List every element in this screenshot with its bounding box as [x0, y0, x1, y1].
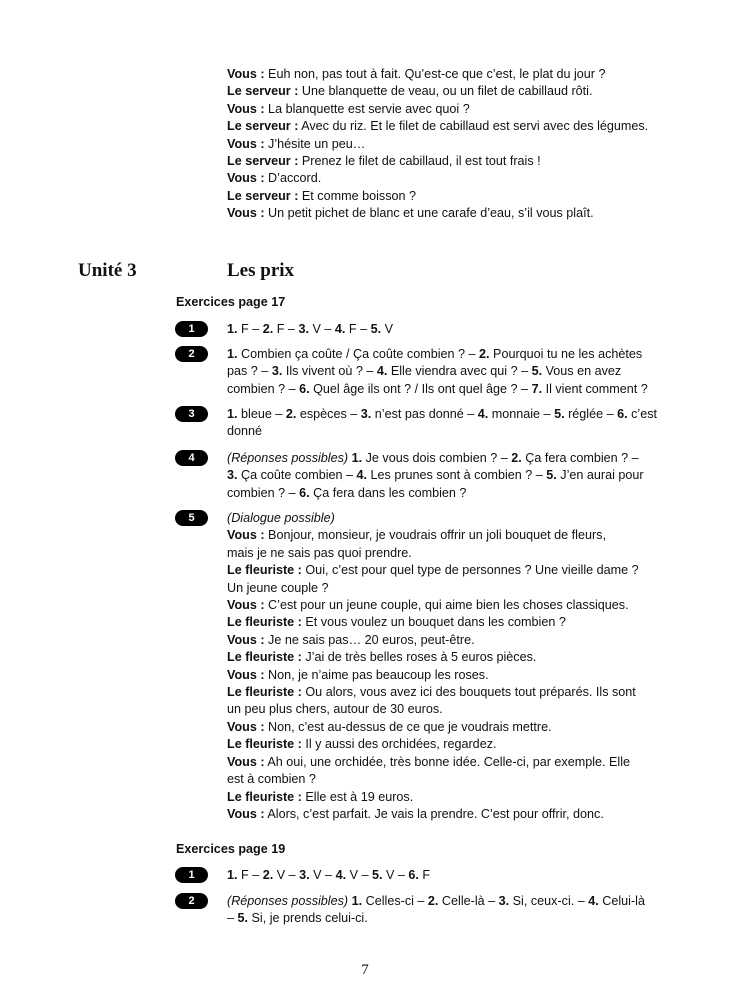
text-segment: F –	[237, 322, 263, 336]
exercise-answer	[227, 406, 657, 441]
text-line	[227, 83, 648, 100]
text-line	[227, 321, 393, 338]
bold-text: 4.	[477, 407, 489, 421]
text-segment: espèces –	[296, 407, 361, 421]
bold-text: Vous :	[227, 754, 265, 769]
exercise-number-badge: 3	[175, 406, 208, 422]
bold-text: Le serveur :	[227, 188, 299, 203]
text-segment: combien ? –	[227, 381, 300, 396]
bold-text: 1.	[351, 451, 363, 465]
text-segment: V	[381, 322, 393, 336]
bold-text: Vous :	[227, 171, 265, 186]
bold-text: 2.	[479, 347, 490, 361]
text-segment: Un petit pichet de blanc et une carafe d’eau, s’il vous plaît.	[264, 206, 594, 221]
bold-text: 3.	[298, 322, 309, 336]
text-segment: Pourquoi tu ne les achètes	[489, 347, 643, 361]
text-line	[227, 450, 644, 467]
exercise-number-badge: 1	[175, 867, 208, 883]
italic-text: (Réponses possibles)	[227, 894, 349, 908]
exercise-answer	[227, 321, 393, 338]
text-segment: Quel âge ils ont ? / Ils ont quel âge ? –	[309, 381, 532, 396]
exercise-answer	[227, 893, 645, 928]
text-segment: V –	[308, 322, 335, 336]
bold-text: 4.	[376, 364, 388, 379]
text-line	[227, 467, 644, 484]
text-line	[227, 910, 645, 927]
text-segment: Elle est à 19 euros.	[301, 789, 414, 804]
text-segment: un peu plus chers, autour de 30 euros.	[227, 702, 443, 717]
bold-text: 6.	[408, 868, 419, 882]
bold-text: 6.	[299, 485, 310, 500]
italic-text: (Dialogue possible)	[227, 511, 335, 525]
text-line	[227, 736, 639, 753]
text-segment: Celle-là –	[438, 894, 499, 908]
bold-text: Le fleuriste :	[227, 789, 302, 804]
text-line	[227, 205, 648, 222]
text-segment: Je ne sais pas… 20 euros, peut-être.	[264, 632, 475, 647]
text-line	[227, 170, 648, 187]
text-line	[227, 597, 639, 614]
text-line	[227, 867, 430, 884]
bold-text: Le serveur :	[227, 84, 299, 99]
italic-text: (Réponses possibles)	[227, 451, 349, 465]
exercise-number-badge: 5	[175, 510, 208, 526]
text-segment: C’est pour un jeune couple, qui aime bien les choses classiques.	[264, 598, 629, 613]
bold-text: Vous :	[227, 719, 265, 734]
bold-text: 3.	[227, 468, 238, 483]
text-line	[227, 66, 648, 83]
bold-text: 4.	[335, 868, 347, 882]
bold-text: Vous :	[227, 632, 265, 647]
text-segment: Bonjour, monsieur, je voudrais offrir un joli bouquet de fleurs,	[264, 528, 606, 543]
text-segment: Ça fera combien ? –	[521, 451, 639, 465]
bold-text: 6.	[617, 407, 628, 421]
text-segment: Il vient comment ?	[542, 381, 648, 396]
text-segment: Il y aussi des orchidées, regardez.	[301, 737, 497, 752]
text-segment: n’est pas donné –	[371, 407, 478, 421]
text-segment: Ça fera dans les combien ?	[309, 485, 467, 500]
text-line	[227, 101, 648, 118]
text-line	[227, 545, 639, 562]
bold-text: 7.	[531, 381, 543, 396]
text-segment: Je vous dois combien ? –	[362, 451, 512, 465]
text-line	[227, 423, 657, 440]
text-line	[227, 649, 639, 666]
text-line	[227, 485, 644, 502]
bold-text: 1.	[227, 322, 238, 336]
bold-text: 2.	[511, 451, 522, 465]
text-segment: Euh non, pas tout à fait. Qu’est-ce que c’est, le plat du jour ?	[264, 67, 606, 81]
bold-text: 2.	[285, 407, 297, 421]
text-segment: Celles-ci –	[362, 894, 428, 908]
bold-text: 5.	[554, 407, 565, 421]
text-segment: J’en aurai pour	[556, 468, 644, 483]
text-line	[227, 806, 639, 823]
text-segment: –	[227, 911, 238, 926]
text-line	[227, 188, 648, 205]
text-segment: Non, c’est au-dessus de ce que je voudrais mettre.	[264, 719, 552, 734]
text-segment: J’ai de très belles roses à 5 euros pièces.	[301, 650, 537, 665]
bold-text: 2.	[262, 322, 274, 336]
bold-text: 2.	[427, 894, 439, 908]
bold-text: 3.	[498, 894, 510, 908]
text-line	[227, 136, 648, 153]
bold-text: 3.	[271, 364, 283, 379]
text-segment: V –	[382, 868, 409, 882]
bold-text: 1.	[227, 347, 238, 361]
text-line	[227, 406, 657, 423]
bold-text: 5.	[237, 911, 249, 926]
text-segment: monnaie –	[488, 407, 555, 421]
bold-text: 5.	[371, 868, 383, 882]
text-line	[227, 153, 648, 170]
text-segment: Ou alors, vous avez ici des bouquets tout préparés. Ils sont	[301, 685, 636, 700]
text-line	[227, 893, 645, 910]
text-line	[227, 580, 639, 597]
exercises-page-17-heading: Exercices page 17	[176, 295, 286, 309]
text-line	[227, 754, 639, 771]
bold-text: 1.	[351, 894, 363, 908]
text-segment: D’accord.	[264, 171, 322, 186]
text-segment: Si, je prends celui-ci.	[248, 911, 368, 926]
text-segment: bleue –	[237, 407, 286, 421]
bold-text: Le fleuriste :	[227, 650, 302, 665]
text-line	[227, 562, 639, 579]
bold-text: 3.	[360, 407, 372, 421]
unit-title: Les prix	[227, 260, 295, 281]
bold-text: Vous :	[227, 598, 265, 613]
text-segment: Si, ceux-ci. –	[509, 894, 589, 908]
bold-text: 5.	[546, 468, 557, 483]
text-segment: F –	[345, 322, 371, 336]
exercise-number-badge: 1	[175, 321, 208, 337]
text-segment: V –	[309, 868, 336, 882]
bold-text: 4.	[356, 468, 368, 483]
text-segment: pas ? –	[227, 364, 272, 379]
text-line	[227, 719, 639, 736]
text-line	[227, 346, 648, 363]
text-line	[227, 667, 639, 684]
text-segment: mais je ne sais pas quoi prendre.	[227, 545, 412, 560]
text-segment: Oui, c’est pour quel type de personnes ? Une vieille dame ?	[301, 563, 639, 578]
text-segment: V –	[273, 868, 300, 882]
text-segment: Prenez le filet de cabillaud, il est tout frais !	[298, 154, 541, 169]
text-segment: Ça coûte combien –	[237, 468, 357, 483]
text-segment: Vous en avez	[542, 364, 622, 379]
text-line	[227, 684, 639, 701]
text-line	[227, 632, 639, 649]
exercise-answer	[227, 346, 648, 398]
bold-text: Vous :	[227, 667, 265, 682]
text-segment: Et comme boisson ?	[298, 188, 416, 203]
text-line	[227, 118, 648, 135]
text-segment: F –	[237, 868, 263, 882]
text-segment: Les prunes sont à combien ? –	[367, 468, 547, 483]
bold-text: 2.	[262, 868, 274, 882]
exercise-answer	[227, 510, 639, 823]
text-segment: Non, je n’aime pas beaucoup les roses.	[264, 667, 489, 682]
text-segment: Elle viendra avec qui ? –	[387, 364, 532, 379]
exercises-page-19-heading: Exercices page 19	[176, 842, 286, 856]
exercise-answer	[227, 867, 430, 884]
text-line	[227, 363, 648, 380]
text-segment: combien ? –	[227, 485, 300, 500]
bold-text: Vous :	[227, 136, 265, 151]
exercise-number-badge: 2	[175, 346, 208, 362]
bold-text: Le fleuriste :	[227, 563, 302, 578]
text-segment: V –	[346, 868, 372, 882]
intro-dialogue	[227, 66, 648, 223]
exercise-number-badge: 4	[175, 450, 208, 466]
text-segment: Un jeune couple ?	[227, 580, 329, 595]
bold-text: Vous :	[227, 206, 265, 221]
text-segment: F –	[273, 322, 299, 336]
bold-text: Le fleuriste :	[227, 737, 302, 752]
text-segment: réglée –	[564, 407, 618, 421]
text-line	[227, 771, 639, 788]
bold-text: Le serveur :	[227, 119, 299, 134]
text-segment: J’hésite un peu…	[264, 136, 366, 151]
text-line	[227, 789, 639, 806]
text-segment: Une blanquette de veau, ou un filet de cabillaud rôti.	[298, 84, 593, 99]
text-line	[227, 527, 639, 544]
bold-text: 1.	[227, 407, 238, 421]
text-line	[227, 510, 639, 527]
text-segment: c’est	[627, 407, 658, 421]
text-segment: Et vous voulez un bouquet dans les combien ?	[301, 615, 566, 630]
unit-number: Unité 3	[78, 260, 137, 281]
text-segment: F	[418, 868, 431, 882]
bold-text: 5.	[531, 364, 543, 379]
text-segment: donné	[227, 424, 263, 439]
bold-text: Le serveur :	[227, 154, 299, 169]
bold-text: Vous :	[227, 67, 265, 81]
text-line	[227, 381, 648, 398]
text-segment: est à combien ?	[227, 772, 316, 787]
bold-text: 4.	[588, 894, 599, 908]
page-number: 7	[361, 962, 369, 978]
bold-text: Le fleuriste :	[227, 685, 302, 700]
text-segment: Ah oui, une orchidée, très bonne idée. Celle-ci, par exemple. Elle	[264, 754, 630, 769]
bold-text: Vous :	[227, 806, 265, 821]
text-segment: Celui-là	[598, 894, 645, 908]
bold-text: 4.	[334, 322, 346, 336]
text-segment: Combien ça coûte / Ça coûte combien ? –	[237, 347, 480, 361]
bold-text: 6.	[299, 381, 310, 396]
text-line	[227, 614, 639, 631]
exercise-answer	[227, 450, 644, 502]
text-segment: La blanquette est servie avec quoi ?	[264, 101, 470, 116]
exercise-number-badge: 2	[175, 893, 208, 909]
text-segment: Alors, c’est parfait. Je vais la prendre. C’est pour offrir, donc.	[264, 806, 604, 821]
bold-text: Le fleuriste :	[227, 615, 302, 630]
text-segment: Avec du riz. Et le filet de cabillaud est servi avec des légumes.	[298, 119, 649, 134]
text-line	[227, 701, 639, 718]
text-segment: Ils vivent où ? –	[282, 364, 377, 379]
bold-text: 5.	[370, 322, 382, 336]
bold-text: Vous :	[227, 528, 265, 543]
bold-text: Vous :	[227, 101, 265, 116]
bold-text: 3.	[299, 868, 310, 882]
bold-text: 1.	[227, 868, 238, 882]
